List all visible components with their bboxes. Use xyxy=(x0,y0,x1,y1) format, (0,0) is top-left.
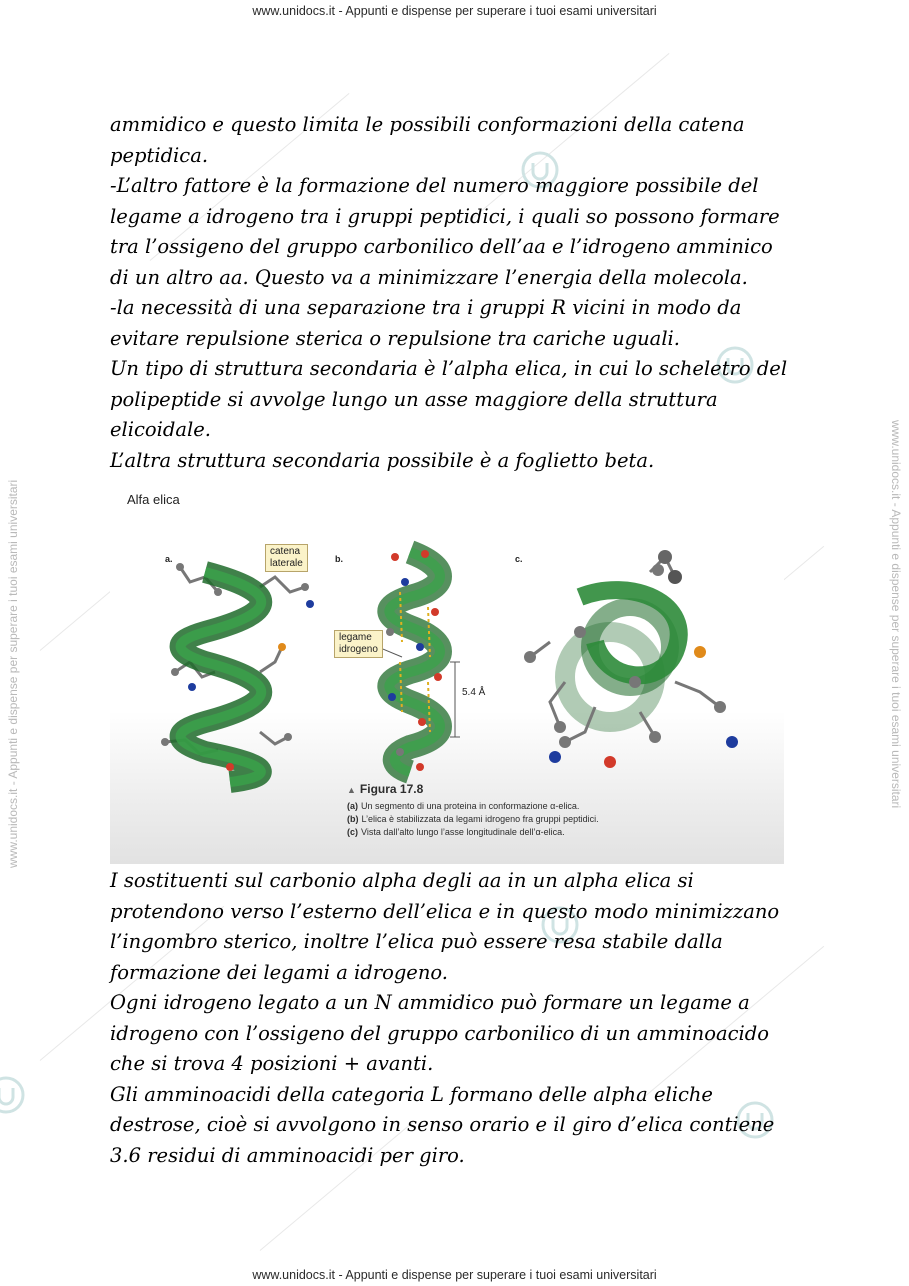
text-line: idrogeno con l’ossigeno del gruppo carbonilico di un amminoacido xyxy=(110,1021,769,1045)
caption-line xyxy=(347,813,599,826)
callout-line: laterale xyxy=(270,558,303,569)
helix-pitch-label: 5.4 Å xyxy=(462,687,486,698)
watermark-side-right: www.unidocs.it - Appunti e dispense per superare i tuoi esami universitari xyxy=(889,420,903,809)
unidocs-logo-icon xyxy=(0,1075,26,1115)
text-line: peptidica. xyxy=(110,143,209,167)
caption-text: Vista dall’alto lungo l’asse longitudinale dell’α-elica. xyxy=(361,827,565,837)
text-line: destrose, cioè si avvolgono in senso orario e il giro d’elica contiene xyxy=(110,1113,775,1136)
caption-tag: (b) xyxy=(347,814,359,824)
panel-label-b: b. xyxy=(335,554,343,564)
text-line: -L’altro fattore è la formazione del numero maggiore possibile del xyxy=(110,174,759,197)
text-line: L’altra struttura secondaria possibile è a foglietto beta. xyxy=(110,448,655,472)
watermark-header: www.unidocs.it - Appunti e dispense per superare i tuoi esami universitari xyxy=(252,4,657,18)
caption-line xyxy=(347,800,599,813)
callout-line: idrogeno xyxy=(339,644,378,655)
text-line: evitare repulsione sterica o repulsione tra cariche uguali. xyxy=(110,326,680,350)
helix-panel-a xyxy=(161,563,314,782)
text-line: Gli amminoacidi della categoria L formano delle alpha eliche xyxy=(110,1082,713,1106)
text-line: legame a idrogeno tra i gruppi peptidici, i quali so possono formare xyxy=(110,204,780,228)
callout-hydrogen-bond xyxy=(334,630,383,658)
text-line: Un tipo di struttura secondaria è l’alpha elica, in cui lo scheletro del xyxy=(110,357,788,380)
caption-title-text: Figura 17.8 xyxy=(359,782,424,796)
text-line: di un altro aa. Questo va a minimizzare l’energia della molecola. xyxy=(110,265,748,289)
panel-label-c: c. xyxy=(515,554,523,564)
alpha-helix-figure xyxy=(110,482,784,864)
text-line: che si trova 4 posizioni + avanti. xyxy=(110,1052,434,1075)
caption-text: Un segmento di una proteina in conformazione α-elica. xyxy=(361,801,580,811)
watermark-side-left: www.unidocs.it - Appunti e dispense per superare i tuoi esami universitari xyxy=(6,479,20,868)
panel-label-a: a. xyxy=(165,554,173,564)
callout-line: catena xyxy=(270,546,301,557)
text-line: protendono verso l’esterno dell’elica e in questo modo minimizzano xyxy=(110,899,780,923)
triangle-icon: ▲ xyxy=(347,785,356,795)
caption-tag: (a) xyxy=(347,801,358,811)
caption-text: L’elica è stabilizzata da legami idrogeno fra gruppi peptidici. xyxy=(361,814,599,824)
text-line: I sostituenti sul carbonio alpha degli aa in un alpha elica si xyxy=(110,869,694,892)
text-line: Ogni idrogeno legato a un N ammidico può formare un legame a xyxy=(110,991,750,1014)
text-line: -la necessità di una separazione tra i gruppi R vicini in modo da xyxy=(110,296,742,319)
caption-line xyxy=(347,826,599,839)
watermark-footer: www.unidocs.it - Appunti e dispense per superare i tuoi esami universitari xyxy=(252,1268,657,1282)
caption-title xyxy=(347,782,599,796)
helix-panel-b xyxy=(378,550,460,772)
figure-title: Alfa elica xyxy=(127,492,180,507)
text-line: l’ingombro sterico, inoltre l’elica può essere resa stabile dalla xyxy=(110,930,723,953)
text-line: tra l’ossigeno del gruppo carbonilico dell’aa e l’idrogeno amminico xyxy=(110,235,773,258)
body-paragraph-bottom xyxy=(110,866,810,1171)
text-line: formazione dei legami a idrogeno. xyxy=(110,960,448,984)
helix-panel-c xyxy=(524,550,738,768)
text-line: ammidico e questo limita le possibili conformazioni della catena xyxy=(110,113,745,136)
callout-side-chain xyxy=(265,544,308,572)
caption-tag: (c) xyxy=(347,827,358,837)
body-paragraph-top xyxy=(110,110,810,476)
text-line: 3.6 residui di amminoacidi per giro. xyxy=(110,1143,465,1167)
callout-line: legame xyxy=(339,632,372,643)
figure-caption xyxy=(347,782,599,839)
text-line: elicoidale. xyxy=(110,418,211,441)
text-line: polipeptide si avvolge lungo un asse maggiore della struttura xyxy=(110,387,718,411)
